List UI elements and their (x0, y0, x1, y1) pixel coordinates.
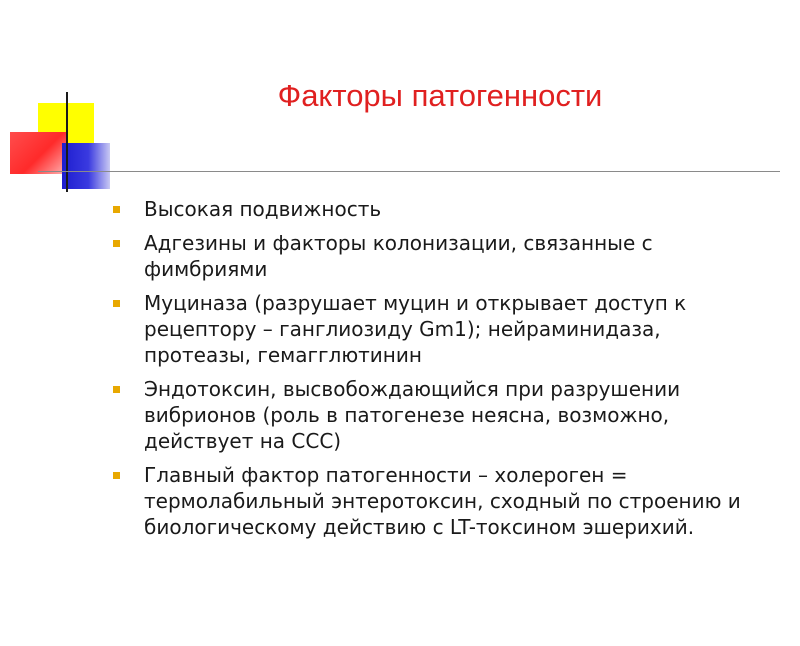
bullet-square-icon (113, 240, 120, 247)
blue-square-decoration (62, 143, 110, 189)
bullet-list (112, 196, 772, 548)
list-item-text: Муциназа (разрушает муцин и открывает доступ к рецептору – ганглиозиду Gm1); нейраминидаза, протеазы, гемагглютинин (144, 291, 687, 367)
bullet-square-icon (113, 472, 120, 479)
list-item (112, 230, 772, 282)
list-item (112, 290, 772, 368)
red-square-decoration (10, 132, 66, 174)
list-item-text: Главный фактор патогенности – холероген = термолабильный энтеротоксин, сходный по строению и биологическому действию с LT-токсином эшерихий. (144, 463, 741, 539)
bullet-square-icon (113, 386, 120, 393)
list-item (112, 376, 772, 454)
list-item-text: Эндотоксин, высвобождающийся при разрушении вибрионов (роль в патогенезе неясна, возможно, действует на ССС) (144, 377, 681, 453)
list-item-text: Адгезины и факторы колонизации, связанные с фимбриями (144, 231, 653, 281)
corner-decoration (0, 0, 120, 200)
list-item (112, 196, 772, 222)
vertical-divider-line (66, 92, 68, 192)
bullet-square-icon (113, 206, 120, 213)
title-underline (38, 171, 780, 172)
list-item (112, 462, 772, 540)
bullet-square-icon (113, 300, 120, 307)
slide-title: Факторы патогенности (277, 78, 603, 113)
list-item-text: Высокая подвижность (144, 197, 382, 221)
